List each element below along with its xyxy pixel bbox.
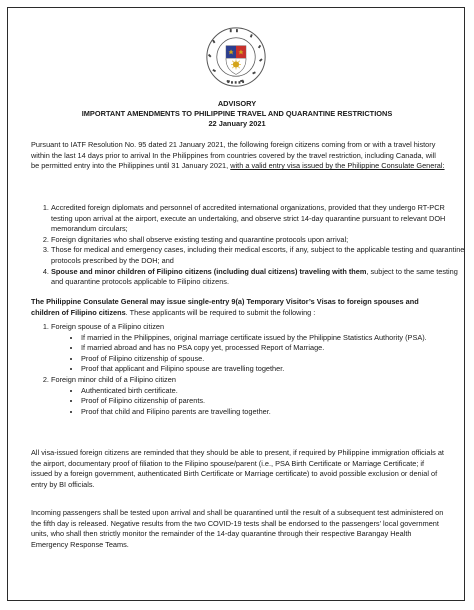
advisory-title: IMPORTANT AMENDMENTS TO PHILIPPINE TRAVEL AND QUARANTINE RESTRICTIONS [81, 109, 393, 118]
requirement-group-spouse [51, 322, 465, 375]
requirement-group-label: Foreign minor child of a Filipino citizen [51, 374, 176, 384]
requirement-item: • If married abroad and has no PSA copy yet, processed Report of Marriage. [81, 343, 465, 354]
permitted-citizens-list [31, 203, 465, 288]
permitted-item-4: 4. Spouse and minor children of Filipino citizens (including dual citizens) traveling with them, subject to the same testing and quarantine protocols applicable to Filipino citizens. [51, 267, 465, 288]
permitted-item-1: 1. Accredited foreign diplomats and personnel of accredited international organizations, provided that they undergo RT-PCR testing upon arrival at the airport, execute an undertaking, and observe strict 14-day quarantine pursuant to relevant DOH memorandum circulars; [51, 203, 465, 235]
requirement-item: • Proof that child and Filipino parents are travelling together. [81, 407, 465, 418]
requirement-item: • If married in the Philippines, original marriage certificate issued by the Philippine Statistics Authority (PSA). [81, 333, 465, 344]
advisory-date: 22 January 2021 [208, 119, 266, 128]
requirement-item: • Proof of Filipino citizenship of parents. [81, 396, 465, 407]
consulate-seal-logo [205, 26, 267, 88]
intro-underlined-text: with a valid entry visa issued by the Philippine Consulate General: [230, 161, 445, 171]
requirement-item: • Proof that applicant and Filipino spouse are travelling together. [81, 364, 465, 375]
intro-text: Pursuant to IATF Resolution No. 95 dated 21 January 2021, the following foreign citizens coming from or with a travel history within the last 14 days prior to arrival In the Philippines from countries covered by the travel restriction, including Canada, will be permitted entry into the Philippines until 31 January 2021, [31, 140, 436, 171]
requirement-item: • Authenticated birth certificate. [81, 386, 465, 397]
permitted-item-3: 3. Those for medical and emergency cases, including their medical escorts, if any, subject to the applicable testing and quarantine protocols prescribed by the DOH; and [51, 245, 465, 266]
requirement-group-label: Foreign spouse of a Filipino citizen [51, 322, 165, 331]
child-requirements [51, 386, 465, 418]
incoming-passengers-paragraph: Incoming passengers shall be tested upon arrival and shall be quarantined until the result of a subsequent test administered on the fifth day is released. Negative results from the two COVID-19 tests shall be endorsed to the passengers’ local government units, who shall then strictly monitor the remainder of the 14-day quarantine through their respective Barangay Health Emergency Response Teams. [31, 508, 444, 549]
intro-paragraph [31, 140, 445, 172]
visa-notice-bold: The Philippine Consulate General may issue single-entry 9(a) Temporary Visitor’s Visas to foreign spouses and children of Filipino citizens [31, 297, 419, 317]
visa-notice-text: . These applicants will be required to submit the following : [125, 307, 316, 317]
requirement-group-child [51, 375, 465, 417]
reminder-paragraph: All visa-issued foreign citizens are reminded that they should be able to present, if required by Philippine immigration officials at the airport, documentary proof of filiation to the Filipino spouse/parent (i.e., PSA Birth Certificate or Marriage Certificate; if issued by a foreign government, authenticated Birth Certificate or Marriage certificate) to avoid possible exclusion or denial of entry by BI officials. [31, 448, 444, 489]
visa-notice-paragraph [31, 297, 445, 318]
requirement-item: • Proof of Filipino citizenship of spouse. [81, 354, 465, 365]
spouse-requirements [51, 333, 465, 375]
requirements-list [31, 322, 465, 417]
permitted-item-2: 2. Foreign dignitaries who shall observe existing testing and quarantine protocols upon arrival; [51, 235, 465, 246]
advisory-label: ADVISORY [217, 99, 257, 108]
